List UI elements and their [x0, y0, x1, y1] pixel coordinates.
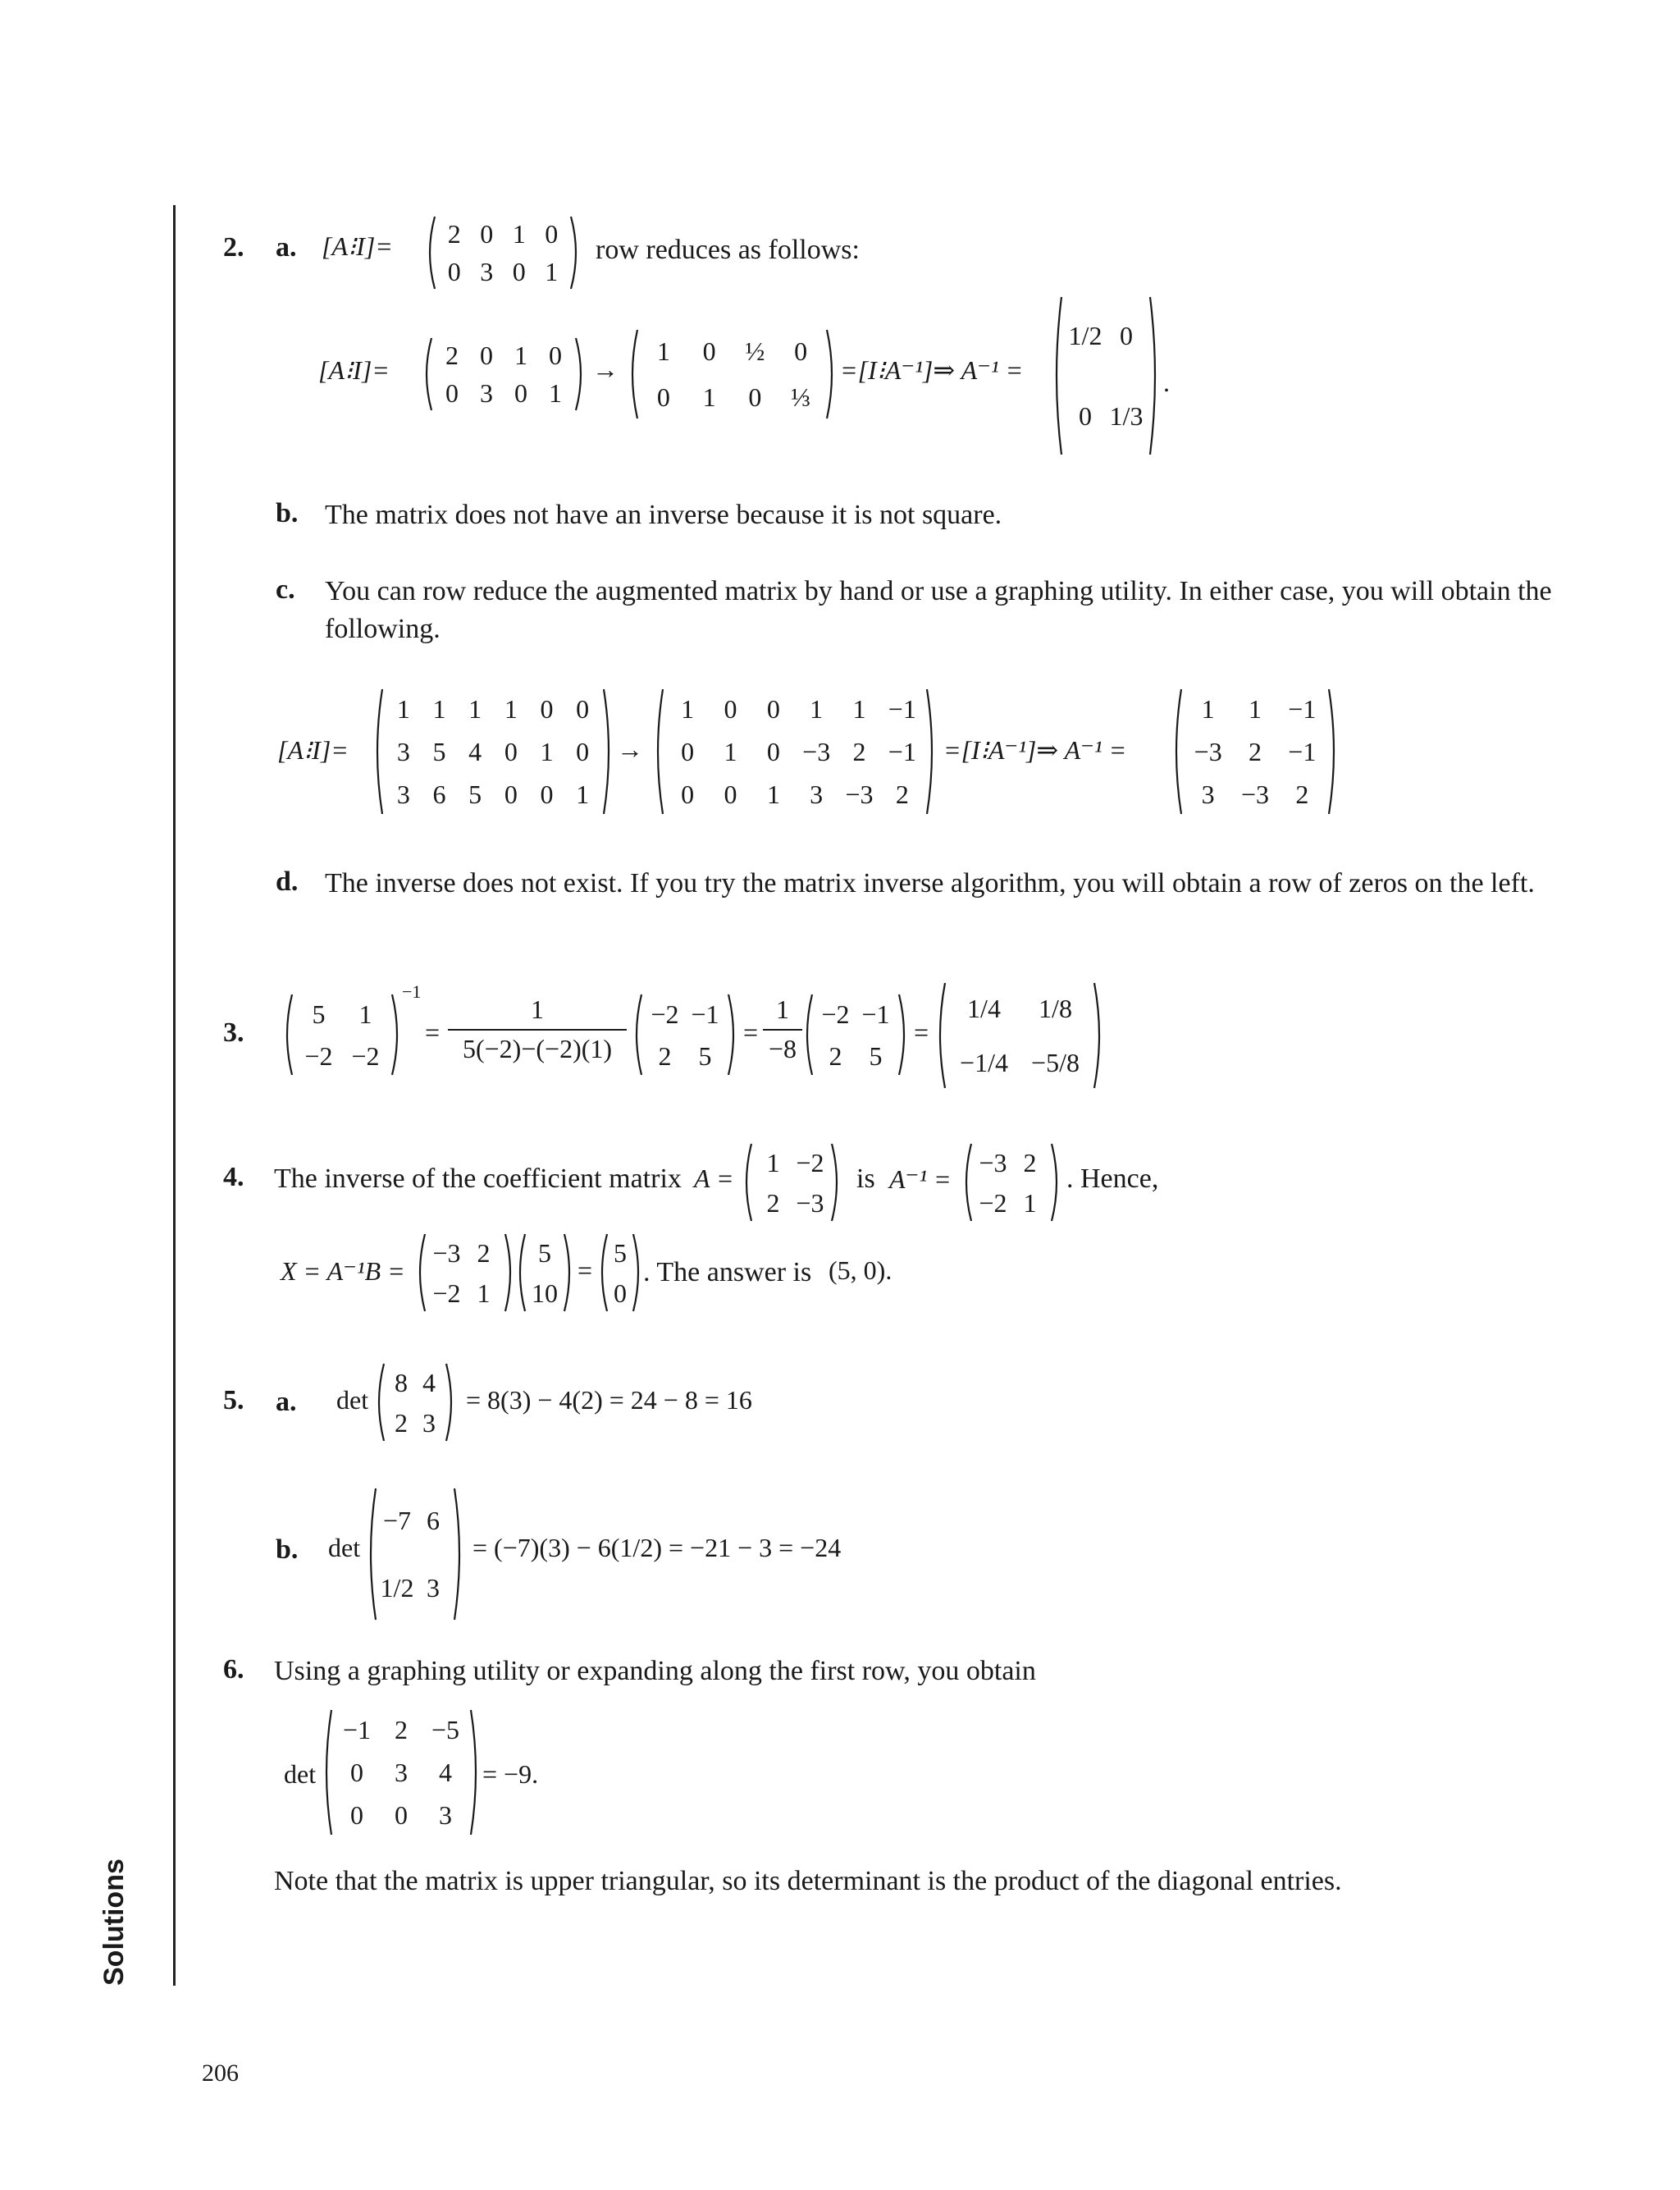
matrix-entry: 1	[477, 1278, 491, 1308]
matrix-left-paren	[374, 1362, 386, 1442]
matrix-left-paren	[597, 1232, 609, 1313]
matrix-entry: 1	[514, 341, 527, 370]
matrix-entry: 5	[538, 1237, 551, 1268]
matrix-entry: 1	[724, 737, 737, 766]
matrix-entry: 2	[1023, 1147, 1037, 1177]
matrix-entry: 3	[480, 257, 494, 286]
matrix-right-paren	[632, 1232, 643, 1313]
matrix-right-paren	[563, 1232, 574, 1313]
matrix-left-paren	[425, 215, 436, 290]
matrix-entry: 1	[540, 737, 554, 766]
det-result: = 8(3) − 4(2) = 24 − 8 = 16	[466, 1385, 752, 1415]
inverse-equation: =[I⁝A⁻¹]⇒ A⁻¹ =	[943, 735, 1127, 765]
matrix-entry: 1	[512, 219, 526, 249]
matrix-right-paren	[925, 688, 937, 816]
matrix-right-paren	[504, 1232, 515, 1313]
matrix-entry: −1	[861, 999, 890, 1029]
matrix	[961, 1142, 1061, 1223]
matrix-entry: −1	[888, 737, 916, 766]
matrix-entry: 0	[504, 780, 518, 809]
part-b-text: The matrix does not have an inverse because it is not square.	[325, 500, 1002, 530]
matrix-entry: 0	[480, 341, 493, 370]
matrix-entry: 1/3	[1109, 401, 1144, 431]
matrix-entry: −3	[845, 780, 874, 809]
part-c-text: You can row reduce the augmented matrix by hand or use a graphing utility. In either case, you will obtain the following.	[325, 576, 1552, 644]
fraction-numerator: 1	[776, 994, 789, 1024]
fraction-numerator: 1	[531, 994, 544, 1024]
matrix	[282, 993, 402, 1077]
matrix-entry: −5/8	[1031, 1048, 1080, 1077]
equals: =	[578, 1255, 593, 1285]
matrix	[802, 993, 909, 1077]
matrix-entry: 2	[1248, 737, 1262, 766]
matrix-entry: 0	[540, 694, 554, 724]
matrix	[935, 981, 1104, 1090]
fraction-denominator: −8	[768, 1034, 797, 1063]
matrix-left-paren	[961, 1142, 973, 1223]
matrix-right-paren	[602, 688, 614, 816]
matrix-entry: −1	[888, 694, 916, 724]
matrix-entry: 0	[576, 737, 590, 766]
answer-text: . The answer is	[643, 1257, 812, 1287]
matrix-entry: −1	[1288, 737, 1317, 766]
part-label: a.	[276, 232, 297, 263]
matrix	[597, 1232, 643, 1313]
matrix-entry: 6	[427, 1506, 440, 1535]
matrix-left-paren	[415, 1232, 427, 1313]
matrix-entry: 1	[702, 382, 716, 412]
problem-number: 5.	[223, 1385, 244, 1415]
matrix-entry: 3	[1201, 780, 1215, 809]
det-label: det	[284, 1759, 317, 1789]
matrix-right-paren	[897, 993, 909, 1077]
matrix-left-paren	[935, 981, 947, 1090]
matrix-entry: 1	[549, 378, 562, 408]
matrix-entry: 5	[614, 1237, 627, 1268]
matrix-entry: 0	[504, 737, 518, 766]
matrix-right-paren	[569, 215, 581, 290]
matrix-left-paren	[1052, 295, 1063, 456]
matrix-entry: 0	[748, 382, 762, 412]
det-result: = (−7)(3) − 6(1/2) = −21 − 3 = −24	[472, 1533, 842, 1562]
matrix-entry: 0	[1120, 321, 1133, 350]
part-label: b.	[276, 1534, 299, 1565]
solution-equation: X = A⁻¹B =	[281, 1256, 405, 1286]
matrix-entry: 2	[395, 1715, 408, 1744]
fraction-denominator: 5(−2)−(−2)(1)	[462, 1034, 613, 1063]
matrix-right-paren	[390, 993, 402, 1077]
matrix-entry: 1	[852, 694, 866, 724]
matrix-left-paren	[742, 1142, 753, 1223]
matrix-entry: 2	[447, 219, 461, 249]
matrix-entry: 0	[480, 219, 494, 249]
sidebar-label: Solutions	[98, 1859, 130, 1986]
matrix-entry: 2	[445, 341, 459, 370]
matrix-entry: 1	[681, 694, 695, 724]
matrix	[415, 1232, 515, 1313]
is-text: is	[856, 1164, 875, 1194]
matrix-entry: 0	[350, 1800, 363, 1830]
det-label: det	[328, 1533, 361, 1562]
matrix-entry: 6	[432, 780, 446, 809]
matrix-entry: −2	[432, 1278, 461, 1308]
matrix-entry: 2	[1295, 780, 1309, 809]
matrix-entry: −2	[979, 1187, 1007, 1218]
matrix-entry: 3	[396, 737, 410, 766]
det-result: = −9.	[482, 1759, 539, 1789]
matrix-entry: 0	[681, 780, 695, 809]
matrix	[1171, 688, 1339, 816]
matrix-entry: −3	[802, 737, 831, 766]
matrix-right-paren	[825, 328, 837, 420]
matrix-entry: 1/2	[1068, 321, 1102, 350]
matrix-entry: 0	[766, 737, 780, 766]
equals: =	[425, 1017, 441, 1047]
problem-number: 4.	[223, 1162, 244, 1192]
matrix-entry: 0	[549, 341, 562, 370]
note-text: Note that the matrix is upper triangular, so its determinant is the product of the diagonal entries.	[274, 1866, 1342, 1896]
problem-number: 6.	[223, 1654, 244, 1685]
matrix	[515, 1232, 574, 1313]
matrix-entry: 4	[439, 1758, 452, 1787]
matrix-entry: −1	[342, 1715, 372, 1744]
matrix-right-paren	[1093, 981, 1104, 1090]
part-label: d.	[276, 866, 299, 897]
matrix-entry: 0	[395, 1800, 408, 1830]
matrix-right-paren	[445, 1362, 456, 1442]
matrix-right-paren	[830, 1142, 842, 1223]
matrix-right-paren	[574, 336, 586, 412]
matrix-entry: 3	[422, 1407, 436, 1438]
matrix-entry: 0	[576, 694, 590, 724]
matrix-entry: 0	[545, 219, 559, 249]
matrix-entry: 5	[432, 737, 446, 766]
matrix-entry: −1	[1288, 694, 1317, 724]
matrix-entry: ⅓	[791, 382, 811, 412]
matrix-entry: 2	[895, 780, 909, 809]
matrix-entry: 1	[468, 694, 482, 724]
margin-rule	[173, 205, 176, 1986]
matrix-entry: 1	[545, 257, 559, 286]
matrix	[632, 993, 738, 1077]
matrix-entry: 3	[396, 780, 410, 809]
problem-number: 3.	[223, 1017, 244, 1048]
part-label: a.	[276, 1387, 297, 1417]
matrix-entry: 4	[468, 737, 482, 766]
matrix-entry: 0	[656, 382, 670, 412]
matrix-entry: 2	[829, 1040, 842, 1071]
matrix-entry: 0	[702, 336, 716, 366]
matrix-entry: −3	[1240, 780, 1270, 809]
arrow: →	[592, 354, 619, 384]
matrix-left-paren	[632, 993, 643, 1077]
matrix-entry: 10	[532, 1278, 558, 1308]
matrix-entry: −1/4	[960, 1048, 1008, 1077]
det-label: det	[336, 1385, 369, 1415]
matrix-left-paren	[372, 688, 384, 816]
matrix	[1052, 295, 1160, 456]
matrix-entry: 1	[1248, 694, 1262, 724]
matrix-name: A⁻¹ =	[889, 1164, 952, 1194]
matrix-left-paren	[515, 1232, 527, 1313]
matrix-entry: 1	[1201, 694, 1215, 724]
matrix-entry: −3	[432, 1237, 461, 1268]
matrix-entry: −7	[382, 1506, 412, 1535]
matrix-entry: 5	[869, 1040, 883, 1071]
matrix-entry: 1	[656, 336, 670, 366]
matrix-right-paren	[469, 1708, 481, 1836]
matrix-entry: −1	[691, 999, 719, 1029]
matrix	[366, 1487, 464, 1621]
problem-number: 2.	[223, 232, 244, 263]
matrix-entry: 3	[439, 1800, 452, 1830]
matrix-entry: 1	[576, 780, 590, 809]
matrix	[374, 1362, 456, 1442]
augmented-label: [A⁝I]=	[277, 735, 349, 765]
matrix-entry: 0	[1079, 401, 1092, 431]
matrix-entry: 1	[396, 694, 410, 724]
answer-value: (5, 0).	[829, 1255, 892, 1285]
matrix-entry: 1	[358, 999, 372, 1029]
matrix-entry: 1	[766, 1147, 780, 1177]
matrix-left-paren	[653, 688, 664, 816]
fraction-bar	[448, 1029, 627, 1031]
matrix-entry: 0	[766, 694, 780, 724]
matrix-entry: 5	[312, 999, 326, 1029]
matrix-left-paren	[628, 328, 639, 420]
matrix-entry: 3	[427, 1573, 440, 1602]
matrix-entry: −3	[979, 1147, 1007, 1177]
matrix-name: A =	[694, 1164, 734, 1193]
matrix-right-paren	[1050, 1142, 1061, 1223]
page-number: 206	[202, 2060, 239, 2087]
matrix-entry: 1/2	[380, 1573, 414, 1602]
matrix	[322, 1708, 481, 1836]
matrix-entry: 1/4	[967, 994, 1001, 1023]
matrix-entry: 1	[432, 694, 446, 724]
matrix	[628, 328, 837, 420]
matrix-entry: ½	[745, 336, 765, 366]
problem-text: Using a graphing utility or expanding along the first row, you obtain	[274, 1656, 1036, 1686]
matrix-entry: 2	[658, 1040, 672, 1071]
matrix-left-paren	[322, 1708, 333, 1836]
matrix-right-paren	[727, 993, 738, 1077]
matrix-entry: 0	[681, 737, 695, 766]
matrix-right-paren	[1148, 295, 1160, 456]
matrix-entry: 4	[422, 1367, 436, 1397]
matrix-entry: 2	[852, 737, 866, 766]
augmented-label: [A⁝I]=	[322, 231, 393, 261]
matrix-entry: 1	[766, 780, 780, 809]
matrix-left-paren	[802, 993, 814, 1077]
matrix-left-paren	[282, 993, 294, 1077]
matrix-entry: 2	[395, 1407, 408, 1438]
period: .	[1163, 368, 1170, 397]
matrix-left-paren	[366, 1487, 377, 1621]
fraction-bar	[763, 1029, 802, 1031]
matrix-entry: 0	[724, 780, 737, 809]
matrix-entry: 1	[504, 694, 518, 724]
matrix-entry: 3	[810, 780, 824, 809]
matrix-entry: 1/8	[1039, 994, 1072, 1023]
inverse-equation: =[I⁝A⁻¹]⇒ A⁻¹ =	[840, 355, 1024, 385]
matrix-entry: 0	[350, 1758, 363, 1787]
part-label: b.	[276, 498, 299, 528]
matrix	[422, 336, 586, 412]
superscript: −1	[402, 981, 422, 1002]
matrix-entry: 0	[512, 257, 526, 286]
matrix	[653, 688, 937, 816]
problem-text: The inverse of the coefficient matrix	[274, 1164, 682, 1194]
matrix-entry: 0	[614, 1278, 627, 1308]
matrix-entry: 0	[514, 378, 527, 408]
matrix-entry: 1	[810, 694, 824, 724]
matrix-entry: −2	[304, 1040, 333, 1071]
matrix-entry: 0	[794, 336, 808, 366]
matrix	[742, 1142, 842, 1223]
matrix-entry: −2	[651, 999, 679, 1029]
augmented-label: [A⁝I]=	[318, 355, 390, 385]
matrix-entry: 5	[468, 780, 482, 809]
matrix-entry: −2	[796, 1147, 824, 1177]
arrow: →	[617, 734, 643, 764]
matrix-entry: −2	[351, 1040, 380, 1071]
matrix	[425, 215, 581, 290]
row-reduces-text: row reduces as follows:	[596, 235, 860, 265]
matrix-entry: 0	[445, 378, 459, 408]
matrix-entry: 3	[395, 1758, 408, 1787]
matrix-entry: −3	[796, 1187, 824, 1218]
matrix-entry: −3	[1194, 737, 1222, 766]
part-d-text: The inverse does not exist. If you try the matrix inverse algorithm, you will obtain a row of zeros on the left.	[325, 868, 1535, 898]
equals: =	[914, 1017, 929, 1047]
matrix-left-paren	[1171, 688, 1183, 816]
matrix-entry: −5	[431, 1715, 460, 1744]
matrix-left-paren	[422, 336, 433, 412]
matrix-entry: 3	[480, 378, 493, 408]
matrix-entry: 0	[724, 694, 737, 724]
matrix-entry: 1	[1023, 1187, 1037, 1218]
equals: =	[743, 1017, 759, 1047]
matrix-right-paren	[1327, 688, 1339, 816]
matrix-entry: 2	[477, 1237, 491, 1268]
matrix-entry: 0	[447, 257, 461, 286]
matrix-entry: −2	[821, 999, 850, 1029]
matrix-entry: 8	[395, 1367, 408, 1397]
matrix-entry: 5	[698, 1040, 712, 1071]
matrix-right-paren	[453, 1487, 464, 1621]
hence-text: . Hence,	[1066, 1164, 1159, 1194]
part-label: c.	[276, 574, 295, 605]
matrix-entry: 0	[540, 780, 554, 809]
matrix	[372, 688, 614, 816]
matrix-entry: 2	[766, 1187, 780, 1218]
